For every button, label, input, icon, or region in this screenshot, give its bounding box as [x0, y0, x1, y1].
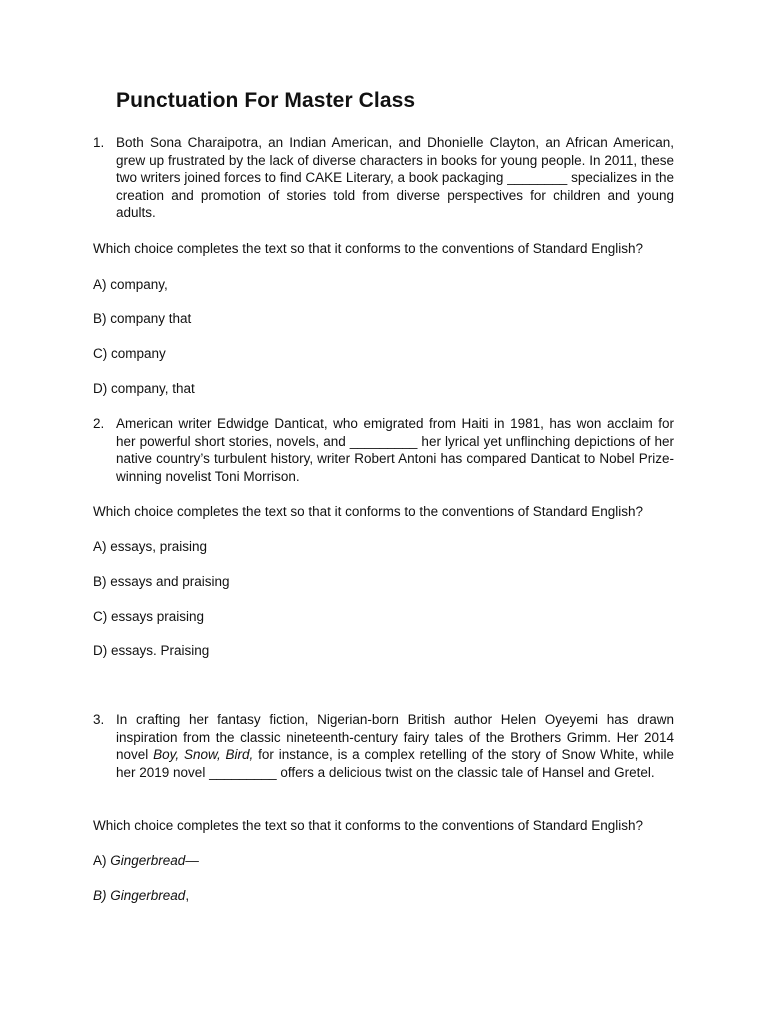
- question-1-text: Both Sona Charaipotra, an Indian American, and Dhonielle Clayton, an African American, grew up frustrated by the lack of diverse characters in books for young people. In 2011, these two writers joined forces to find CAKE Literary, a book packaging ________ specializes in the creation and promotion of stories told from diverse perspectives for children and young adults.: [116, 135, 674, 221]
- question-1-option-c: C) company: [93, 346, 166, 361]
- question-1-option-d: D) company, that: [93, 381, 195, 396]
- question-3-text-before: In crafting her fantasy fiction, Nigerian-born British author Helen Oyeyemi has drawn inspiration from the classic nineteenth-century fairy tales of the Brothers Grimm. Her 2014 novel: [116, 712, 674, 763]
- question-3-number: 3.: [93, 712, 105, 727]
- question-3-option-b-rest: ,: [185, 888, 190, 903]
- question-2-prompt: Which choice completes the text so that it conforms to the conventions of Standard English?: [93, 504, 644, 519]
- question-2-text: American writer Edwidge Danticat, who emigrated from Haiti in 1981, has won acclaim for her powerful short stories, novels, and _________ her lyrical yet unflinching depictions of her native country’s turbulent history, writer Robert Antoni has compared Danticat to Nobel Prize-winning novelist Toni Morrison.: [116, 416, 674, 484]
- question-2-option-c: C) essays praising: [93, 609, 205, 624]
- question-3-option-a-italic: Gingerbread—: [110, 853, 199, 868]
- question-3-option-b-italic: B) Gingerbread: [93, 888, 186, 903]
- question-3-option-b: [93, 887, 189, 905]
- question-1-option-a: A) company,: [93, 277, 168, 292]
- question-2-option-a: A) essays, praising: [93, 539, 208, 554]
- question-2-number: 2.: [93, 416, 105, 431]
- question-2-option-d: D) essays. Praising: [93, 643, 210, 658]
- question-3-option-a-label: A): [93, 853, 111, 868]
- page-title: Punctuation For Master Class: [116, 89, 416, 112]
- question-3-option-a: [93, 852, 199, 870]
- question-3-text-italic: Boy, Snow, Bird,: [153, 747, 254, 763]
- question-1-prompt: Which choice completes the text so that it conforms to the conventions of Standard English?: [93, 241, 644, 256]
- question-3-text: [116, 711, 674, 781]
- question-3-text-after: for instance, is a complex retelling of the story of Snow White, while her 2019 novel _________ offers a delicious twist on the classic tale of Hansel and Gretel.: [116, 747, 674, 780]
- question-3-prompt: Which choice completes the text so that it conforms to the conventions of Standard English?: [93, 818, 644, 833]
- question-1-option-b: B) company that: [93, 311, 192, 326]
- question-1-number: 1.: [93, 135, 105, 150]
- question-2-option-b: B) essays and praising: [93, 574, 230, 589]
